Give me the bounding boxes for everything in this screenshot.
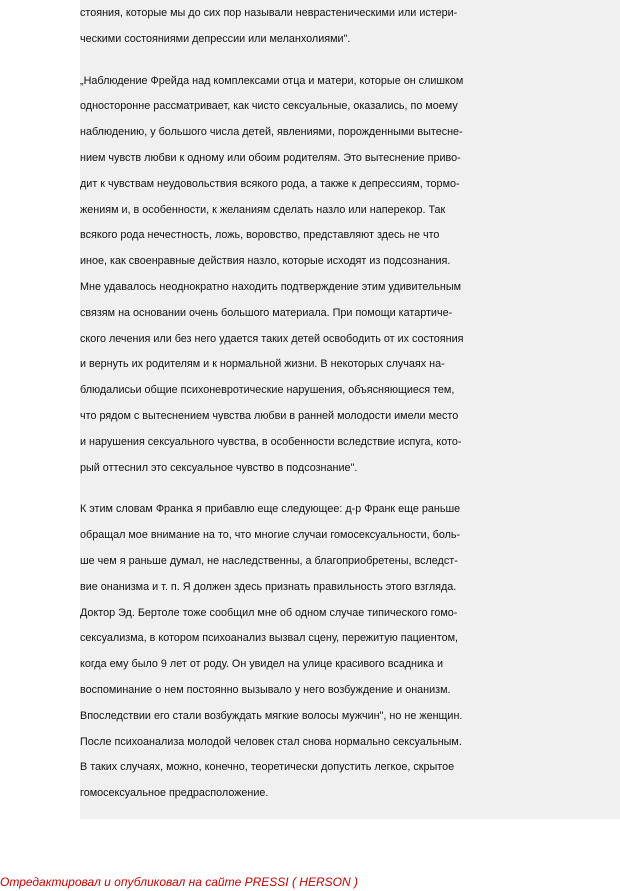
text-line: ского лечения или без него удается таких детей освободить от их состояния xyxy=(80,332,464,345)
text-line: связям на основании очень большого материала. При помощи катартиче- xyxy=(80,306,453,319)
text-line: блюдалисьи общие психоневротические нарушения, объясняющиеся тем, xyxy=(80,384,455,397)
text-line: гомосексуальное предрасположение. xyxy=(80,787,269,800)
text-line: ческими состояниями депрессии или меланхолиями". xyxy=(80,32,351,45)
paragraph-1 xyxy=(80,0,620,53)
text-line: рый оттеснил это сексуальное чувство в подсознание". xyxy=(80,461,358,474)
text-line: Впоследствии его стали возбуждать мягкие волосы мужчин", но не женщин. xyxy=(80,709,463,722)
text-line: нием чувств любви к одному или обоим родителям. Это вытеснение приво- xyxy=(80,151,461,164)
text-line: что рядом с вытеснением чувства любви в ранней молодости имели место xyxy=(80,409,459,422)
text-line: всякого рода нечестность, ложь, воровство, представляют здесь не что xyxy=(80,229,440,242)
text-line: и вернуть их родителям и к нормальной жизни. В некоторых случаях на- xyxy=(80,358,445,371)
footer-credit: Отредактировал и опубликовал на сайте PRESSI ( HERSON ) xyxy=(0,875,358,889)
text-line: обращал мое внимание на то, что многие случаи гомосексуальности, боль- xyxy=(80,529,461,542)
paragraph-2 xyxy=(80,69,620,482)
text-line: когда ему было 9 лет от роду. Он увидел на улице красивого всадника и xyxy=(80,658,444,671)
text-line: Мне удавалось неоднократно находить подтверждение этим удивительным xyxy=(80,280,462,293)
text-line: К этим словам Франка я прибавлю еще следующее: д-р Франк еще раньше xyxy=(80,503,461,516)
text-line: ше чем я раньше думал, не наследственны, а благоприобретены, вследст- xyxy=(80,554,458,567)
text-line: жениям и, в особенности, к желаниям сделать назло или наперекор. Так xyxy=(80,203,446,216)
text-line: воспоминание о нем постоянно вызывало у него возбуждение и онанизм. xyxy=(80,683,451,696)
text-line: дит к чувствам неудовольствия всякого рода, а также к депрессиям, тормо- xyxy=(80,177,460,190)
text-line: стояния, которые мы до сих пор называли неврастеническими или истери- xyxy=(80,7,458,19)
text-line: иное, как своенравные действия назло, которые исходят из подсознания. xyxy=(80,255,451,268)
text-line: Доктор Эд. Бертоле тоже сообщил мне об одном случае типического гомо- xyxy=(80,606,458,619)
text-line: „Наблюдение Фрейда над комплексами отца и матери, которые он слишком xyxy=(80,74,464,87)
text-line: вие онанизма и т. п. Я должен здесь признать правильность этого взгляда. xyxy=(80,580,457,593)
text-line: и нарушения сексуального чувства, в особенности вследствие испуга, кото- xyxy=(80,435,462,448)
paragraph-3 xyxy=(80,497,620,807)
text-line: В таких случаях, можно, конечно, теоретически допустить легкое, скрытое xyxy=(80,761,455,774)
text-line: сексуализма, в котором психоанализ вызвал сцену, пережитую пациентом, xyxy=(80,632,459,645)
text-block xyxy=(80,0,620,819)
text-line: После психоанализа молодой человек стал снова нормально сексуальным. xyxy=(80,735,462,748)
text-line: односторонне рассматривает, как чисто сексуальные, оказались, по моему xyxy=(80,100,458,113)
text-line: наблюдению, у большого числа детей, явлениями, порожденными вытесне- xyxy=(80,126,463,139)
